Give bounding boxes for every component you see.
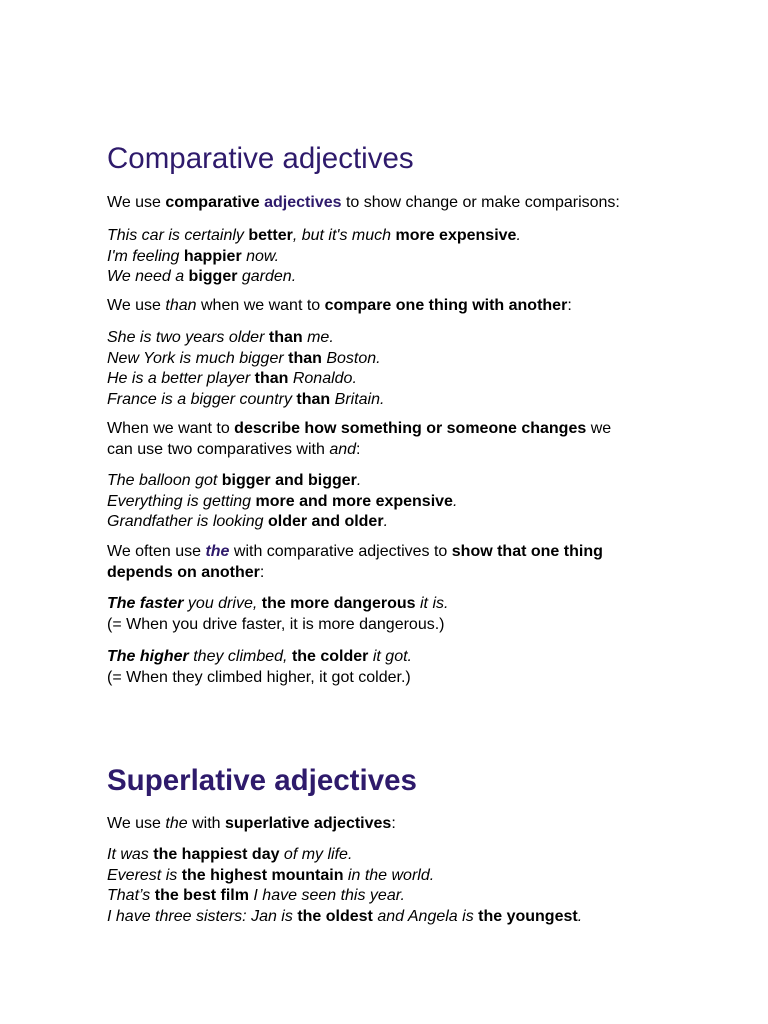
example-line: I have three sisters: Jan is the oldest and Angela is the youngest. <box>107 907 583 925</box>
example-line: That’s the best film I have seen this year. <box>107 887 405 904</box>
than-intro: We use than when we want to compare one thing with another: <box>107 297 572 314</box>
example-line: We need a bigger garden. <box>107 268 297 285</box>
example-line: France is a bigger country than Britain. <box>107 390 385 408</box>
comparative-examples-2 <box>107 328 667 410</box>
example-line: He is a better player than Ronaldo. <box>107 370 357 387</box>
example-line: This car is certainly better, but it's much more expensive. <box>107 227 521 244</box>
superlative-heading: Superlative adjectives <box>107 764 417 797</box>
example-line: Grandfather is looking older and older. <box>107 513 389 530</box>
comparative-intro: We use comparative adjectives to show change or make comparisons: <box>107 194 620 211</box>
example-line: I'm feeling happier now. <box>107 247 280 265</box>
superlative-examples <box>107 845 667 927</box>
comparative-heading: Comparative adjectives <box>107 142 414 175</box>
comparative-example-4: The faster you drive, the more dangerous it is. (= When you drive faster, it is more dangerous.) <box>107 595 449 633</box>
example-line: Everest is the highest mountain in the world. <box>107 866 435 884</box>
example-line: New York is much bigger than Boston. <box>107 349 381 367</box>
example-line: She is two years older than me. <box>107 329 334 346</box>
example-line: It was the happiest day of my life. <box>107 846 353 863</box>
example-line: The balloon got bigger and bigger. <box>107 472 362 489</box>
the-intro: We often use the with comparative adjectives to show that one thing depends on another: <box>107 543 603 581</box>
change-intro: When we want to describe how something or someone changes we can use two comparatives with and: <box>107 420 612 458</box>
comparative-example-5: The higher they climbed, the colder it got. (= When they climbed higher, it got colder.) <box>107 648 412 686</box>
example-line: Everything is getting more and more expensive. <box>107 492 458 510</box>
comparative-examples-1 <box>107 226 667 288</box>
superlative-intro: We use the with superlative adjectives: <box>107 815 396 832</box>
comparative-examples-3 <box>107 471 667 533</box>
